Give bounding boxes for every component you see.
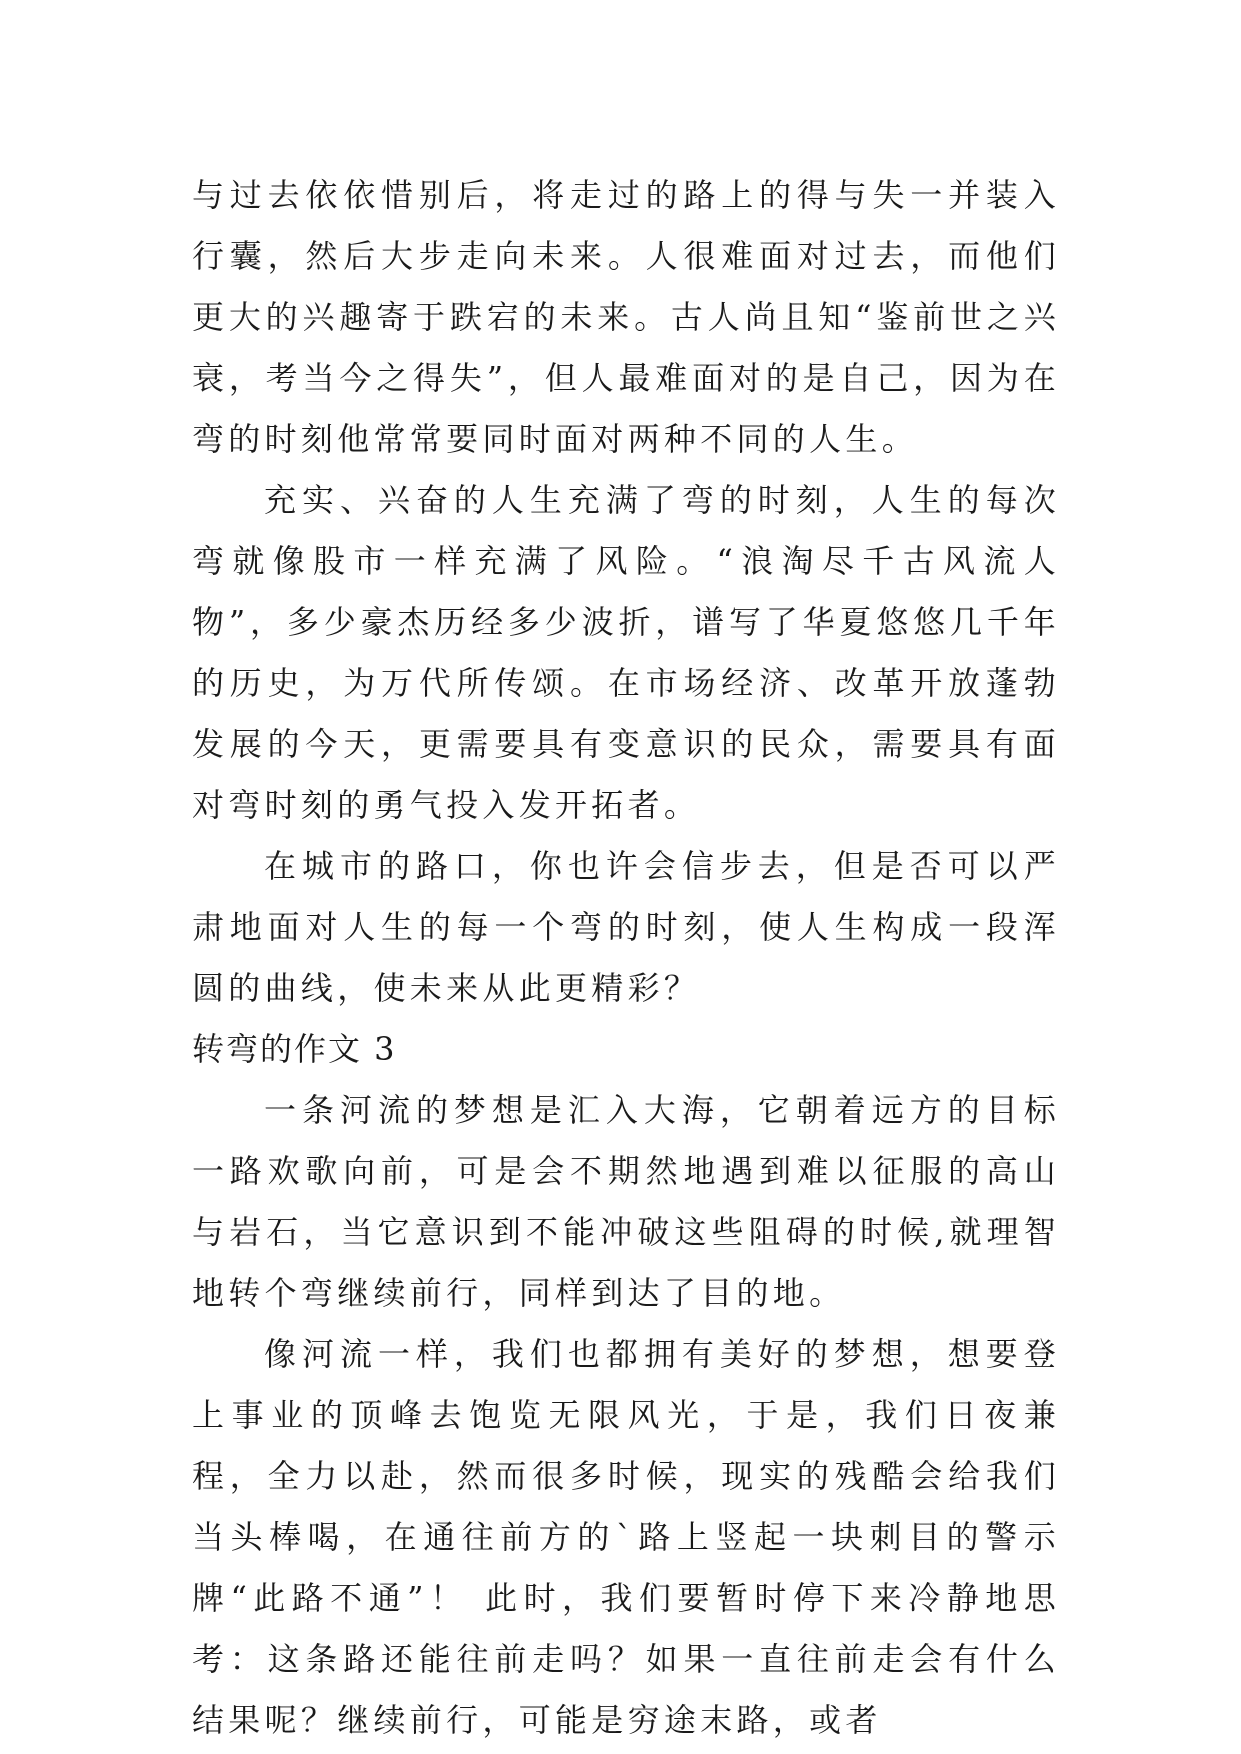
paragraph-4: 一条河流的梦想是汇入大海，它朝着远方的目标一路欢歌向前，可是会不期然地遇到难以征服的高山与岩石，当它意识到不能冲破这些阻碍的时候,就理智地转个弯继续前行，同样到达了目的地。 xyxy=(192,1091,1060,1312)
paragraph-3: 在城市的路口，你也许会信步去，但是否可以严肃地面对人生的每一个弯的时刻，使人生构成一段浑圆的曲线，使未来从此更精彩？ xyxy=(192,847,1060,1007)
document-page xyxy=(192,165,1060,1751)
paragraph-5: 像河流一样，我们也都拥有美好的梦想，想要登上事业的顶峰去饱览无限风光，于是，我们日夜兼程，全力以赴，然而很多时候，现实的残酷会给我们当头棒喝，在通往前方的`路上竖起一块刺目的警示牌“此路不通”！ 此时，我们要暂时停下来冷静地思考：这条路还能往前走吗？如果一直往前走会有什么结果呢？继续前行，可能是穷途末路，或者 xyxy=(192,1335,1060,1739)
paragraph-2: 充实、兴奋的人生充满了弯的时刻，人生的每次弯就像股市一样充满了风险。“浪淘尽千古风流人物”，多少豪杰历经多少波折，谱写了华夏悠悠几千年的历史，为万代所传颂。在市场经济、改革开放蓬勃发展的今天，更需要具有变意识的民众，需要具有面对弯时刻的勇气投入发开拓者。 xyxy=(192,481,1060,824)
section-heading: 转弯的作文 3 xyxy=(192,1030,397,1068)
paragraph-1: 与过去依依惜别后，将走过的路上的得与失一并装入行囊，然后大步走向未来。人很难面对过去，而他们更大的兴趣寄于跌宕的未来。古人尚且知“鉴前世之兴衰，考当今之得失”，但人最难面对的是自己，因为在弯的时刻他常常要同时面对两种不同的人生。 xyxy=(192,176,1060,458)
